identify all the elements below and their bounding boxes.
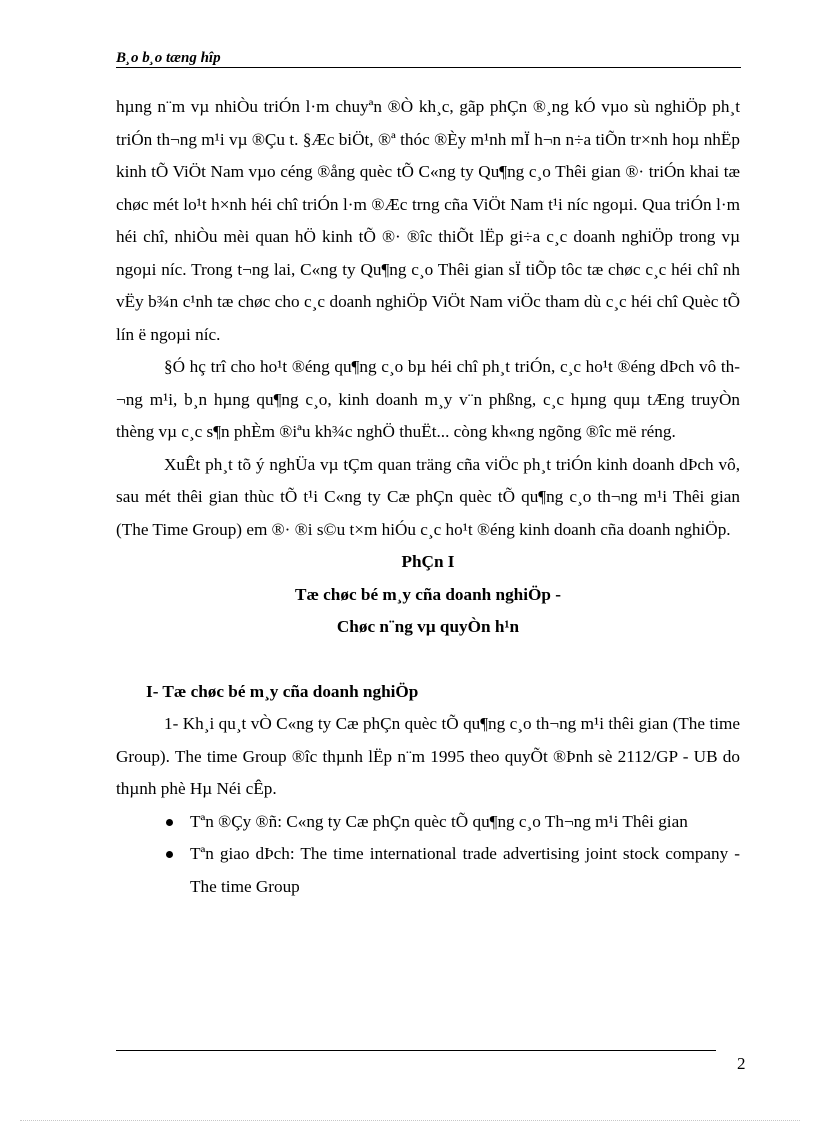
bullet-list (116, 806, 740, 904)
paragraph-2: §Ó hç trî cho ho¹t ®éng qu¶ng c¸o bµ héi chî ph¸t triÓn, c¸c ho¹t ®éng dÞch vô th¬ng m¹i, b¸n hµng qu¶ng c¸o, kinh doanh m¸y v¨n phßng, c¸c hµng quµ tÆng truyÒn thèng vµ c¸c s¶n phÈm ®iªu kh¾c nghÖ thuËt... còng kh«ng ngõng ®îc më réng. (116, 357, 740, 441)
part-subtitle-1: Tæ chøc bé m¸y cña doanh nghiÖp - (295, 584, 561, 604)
header-divider (116, 67, 741, 68)
spacer (116, 644, 740, 676)
paragraph-3: XuÊt ph¸t tõ ý nghÜa vµ tÇm quan träng cña viÖc ph¸t triÓn kinh doanh dÞch vô, sau mét thêi gian thùc tÕ t¹i C«ng ty Cæ phÇn quèc tÕ qu¶ng c¸o th¬ng m¹i Thêi gian (The Time Group) em ®· ®i s©u t×m hiÓu c¸c ho¹t ®éng kinh doanh cña doanh nghiÖp. (116, 454, 740, 539)
footer-divider (116, 1050, 716, 1051)
part-heading: PhÇn I (401, 552, 455, 571)
paragraph-1: hµng n¨m vµ nhiÒu triÓn l·m chuyªn ®Ò kh¸c, gãp phÇn ®¸ng kÓ vµo sù nghiÖp ph¸t triÓn th¬ng m¹i vµ ®Çu t. §Æc biÖt, ®ª thóc ®Èy m¹nh mÏ h¬n n÷a tiÕn tr×nh hoµ nhËp kinh tÕ ViÖt Nam vµo céng ®ång quèc tÕ C«ng ty Qu¶ng c¸o Thêi gian ®· triÓn khai tæ chøc mét lo¹t h×nh héi chî triÓn l·m ®Æc trng cña ViÖt Nam t¹i níc ngoµi. Qua triÓn l·m héi chî, nhiÒu mèi quan hÖ kinh tÕ ®· ®îc thiÕt lËp gi÷a c¸c doanh nghiÖp trong vµ ngoµi níc. Trong t¬ng lai, C«ng ty Qu¶ng c¸o Thêi gian sÏ tiÕp tôc tæ chøc c¸c héi chî nh vËy b¾n c¹nh tæ chøc cho c¸c doanh nghiÖp ViÖt Nam viÖc tham dù c¸c héi chî Quèc tÕ lín ë ngoµi níc. (116, 97, 740, 344)
section-intro: 1- Kh¸i qu¸t vÒ C«ng ty Cæ phÇn quèc tÕ qu¶ng c¸o th¬ng m¹i thêi gian (The time Group). The time Group ®îc thµnh lËp n¨m 1995 theo quyÕt ®Þnh sè 2112/GP - UB do thµnh phè Hµ Néi cÊp. (116, 714, 740, 798)
bullet-icon (166, 819, 173, 826)
list-item-text: Tªn giao dÞch: The time international trade advertising joint stock company - The time Group (190, 844, 740, 896)
page-edge-dotted-line (20, 1120, 800, 1121)
list-item-text: Tªn ®Çy ®ñ: C«ng ty Cæ phÇn quèc tÕ qu¶ng c¸o Th¬ng m¹i Thêi gian (190, 811, 688, 831)
list-item (190, 838, 740, 903)
part-subtitle-2: Chøc n¨ng vµ quyÒn h¹n (336, 617, 520, 636)
section-heading: I- Tæ chøc bé m¸y cña doanh nghiÖp (146, 681, 419, 701)
page-header-title: B¸o b¸o tæng hîp (116, 50, 221, 66)
page-number: 2 (737, 1054, 746, 1073)
bullet-icon (166, 851, 173, 858)
document-body (116, 91, 740, 903)
list-item (190, 806, 740, 839)
